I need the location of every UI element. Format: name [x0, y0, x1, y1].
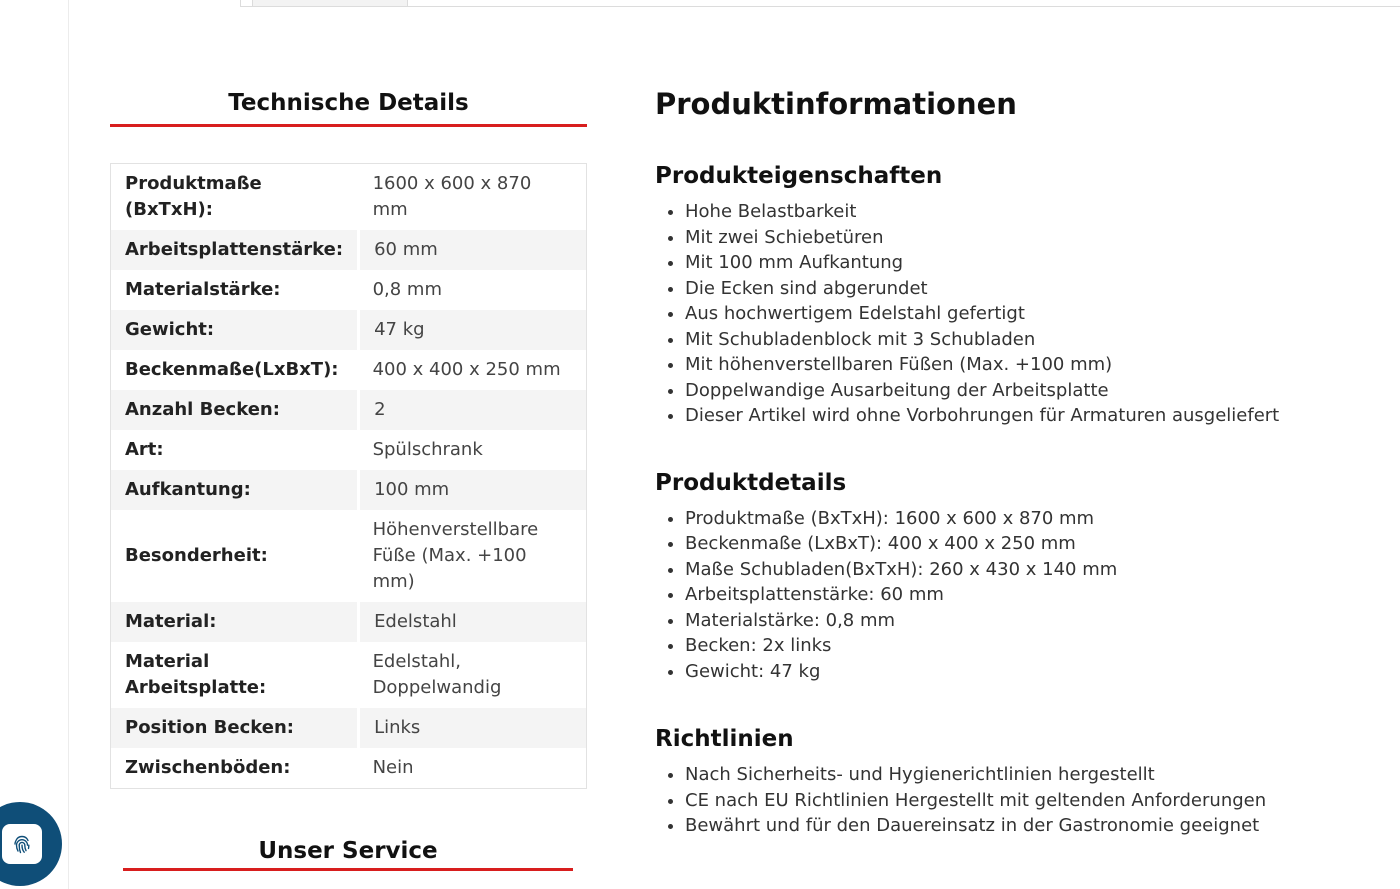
table-row: [111, 230, 587, 270]
table-row: [111, 164, 587, 231]
spec-value: Spülschrank: [359, 430, 587, 470]
list-item: • Aus hochwertigem Edelstahl gefertigt: [685, 301, 1375, 327]
list-item: • Doppelwandige Ausarbeitung der Arbeitsplatte: [685, 378, 1375, 404]
service-heading: Unser Service: [123, 836, 573, 871]
spec-label: Aufkantung:: [111, 470, 359, 510]
list-item: • Arbeitsplattenstärke: 60 mm: [685, 582, 1375, 608]
table-row: [111, 470, 587, 510]
table-row: [111, 642, 587, 708]
spec-label: Zwischenböden:: [111, 748, 359, 789]
tab-bar: [240, 0, 1400, 7]
section-title-richtlinien: Richtlinien: [655, 726, 794, 752]
list-item: • Bewährt und für den Dauereinsatz in der Gastronomie geeignet: [685, 813, 1375, 839]
spec-value: 1600 x 600 x 870 mm: [359, 164, 587, 231]
table-row: [111, 310, 587, 350]
list-item: • Die Ecken sind abgerundet: [685, 276, 1375, 302]
table-row: [111, 430, 587, 470]
spec-value: Edelstahl: [359, 602, 587, 642]
spec-label: Produktmaße (BxTxH):: [111, 164, 359, 231]
product-information: [655, 85, 1375, 839]
spec-value: 100 mm: [359, 470, 587, 510]
spec-label: Material:: [111, 602, 359, 642]
spec-value: Links: [359, 708, 587, 748]
list-item: • Materialstärke: 0,8 mm: [685, 608, 1375, 634]
spec-value: 400 x 400 x 250 mm: [359, 350, 587, 390]
list-item: • Hohe Belastbarkeit: [685, 199, 1375, 225]
list-item: • Maße Schubladen(BxTxH): 260 x 430 x 140 mm: [685, 557, 1375, 583]
list-item: • Gewicht: 47 kg: [685, 659, 1375, 685]
table-row: [111, 708, 587, 748]
spec-label: Gewicht:: [111, 310, 359, 350]
spec-label: Anzahl Becken:: [111, 390, 359, 430]
spec-value: Nein: [359, 748, 587, 789]
left-sidebar-rail: [0, 0, 69, 889]
list-item: • Mit 100 mm Aufkantung: [685, 250, 1375, 276]
active-tab[interactable]: [252, 0, 408, 6]
list-richtlinien: [655, 762, 1375, 839]
table-row: [111, 510, 587, 602]
technical-details-heading: Technische Details: [110, 88, 587, 127]
list-item: • Mit höhenverstellbaren Füßen (Max. +100 mm): [685, 352, 1375, 378]
section-title-produktdetails: Produktdetails: [655, 469, 847, 496]
list-produkteigenschaften: [655, 199, 1375, 429]
technical-details-table: [110, 163, 587, 789]
spec-label: Materialstärke:: [111, 270, 359, 310]
spec-value: 47 kg: [359, 310, 587, 350]
spec-label: Art:: [111, 430, 359, 470]
list-item: • Produktmaße (BxTxH): 1600 x 600 x 870 mm: [685, 506, 1375, 532]
list-item: • Mit zwei Schiebetüren: [685, 225, 1375, 251]
spec-label: Beckenmaße(LxBxT):: [111, 350, 359, 390]
table-row: [111, 602, 587, 642]
spec-label: Arbeitsplattenstärke:: [111, 230, 359, 270]
table-row: [111, 350, 587, 390]
spec-value: Höhenverstellbare Füße (Max. +100 mm): [359, 510, 587, 602]
list-item: • Mit Schubladenblock mit 3 Schubladen: [685, 327, 1375, 353]
list-item: • Dieser Artikel wird ohne Vorbohrungen für Armaturen ausgeliefert: [685, 403, 1375, 429]
spec-value: 0,8 mm: [359, 270, 587, 310]
list-item: • Becken: 2x links: [685, 633, 1375, 659]
spec-value: 60 mm: [359, 230, 587, 270]
list-item: • CE nach EU Richtlinien Hergestellt mit geltenden Anforderungen: [685, 788, 1375, 814]
table-row: [111, 390, 587, 430]
spec-label: Besonderheit:: [111, 510, 359, 602]
list-produktdetails: [655, 506, 1375, 685]
section-title-produkteigenschaften: Produkteigenschaften: [655, 163, 943, 189]
product-info-title: Produktinformationen: [655, 87, 1017, 121]
fingerprint-icon: [10, 832, 34, 856]
list-item: • Beckenmaße (LxBxT): 400 x 400 x 250 mm: [685, 531, 1375, 557]
spec-value: 2: [359, 390, 587, 430]
spec-label: Position Becken:: [111, 708, 359, 748]
privacy-button-inner: [2, 824, 42, 864]
table-row: [111, 270, 587, 310]
spec-value: Edelstahl, Doppelwandig: [359, 642, 587, 708]
spec-label: Material Arbeitsplatte:: [111, 642, 359, 708]
list-item: • Nach Sicherheits- und Hygienerichtlinien hergestellt: [685, 762, 1375, 788]
table-row: [111, 748, 587, 789]
